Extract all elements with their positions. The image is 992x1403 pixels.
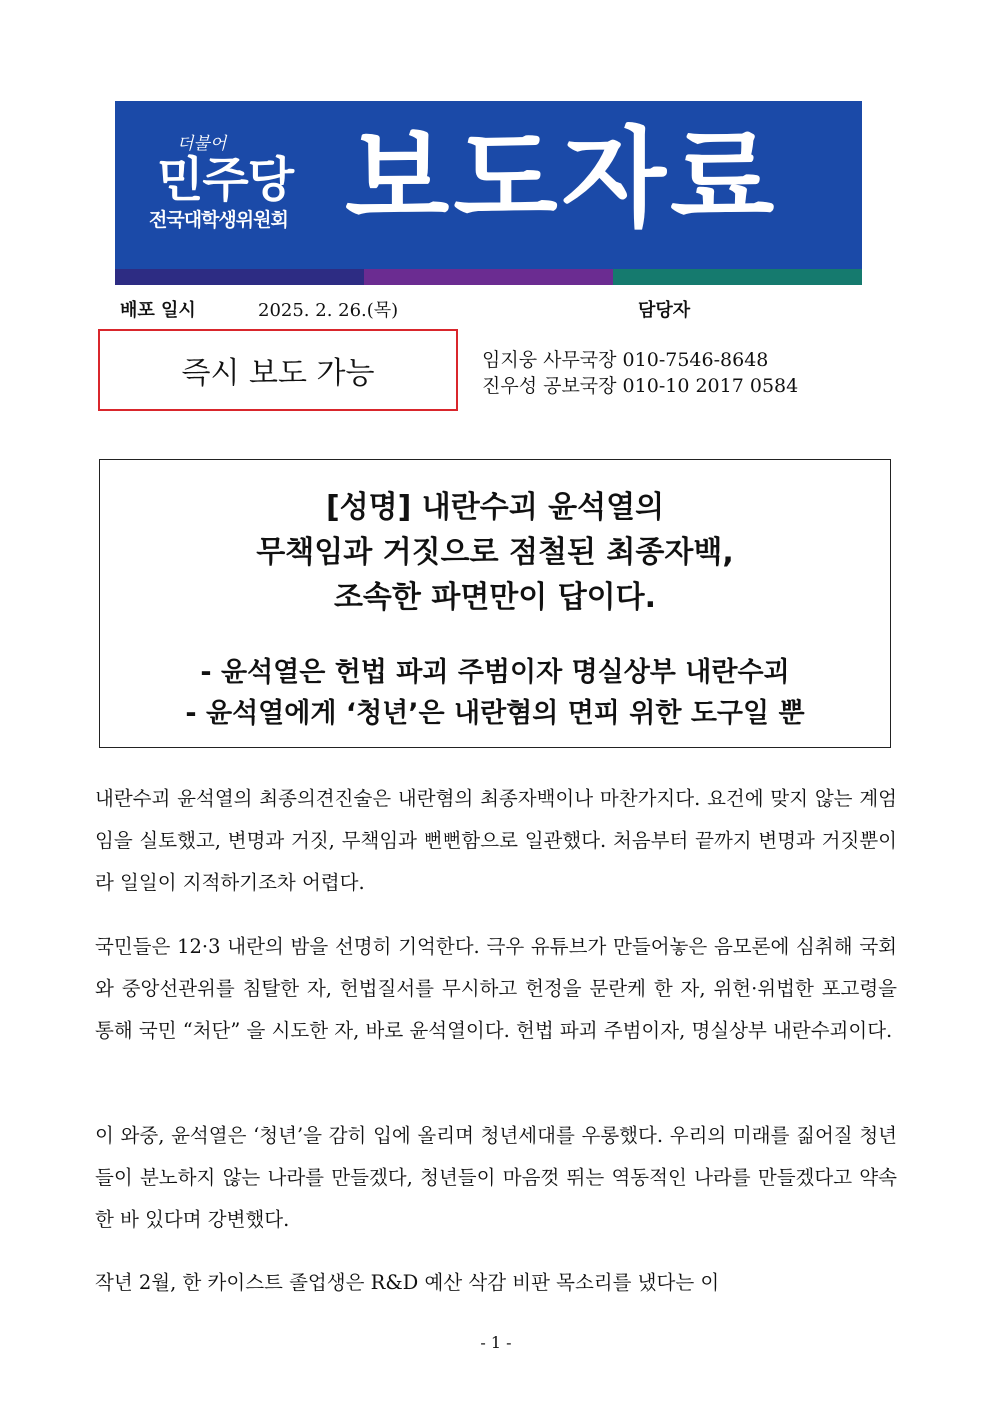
color-stripes: [115, 269, 862, 285]
contact-1: 임지웅 사무국장 010-7546-8648: [482, 349, 769, 371]
headline-line-3: 조속한 파면만이 답이다.: [333, 580, 657, 615]
body-paragraph-2: 국민들은 12·3 내란의 밤을 선명히 기억한다. 극우 유튜브가 만들어놓은 음모론에 심취해 국회와 중앙선관위를 침탈한 자, 헌법질서를 무시하고 헌정을 문란케 한 자, 위헌·위법한 포고령을 통해 국민 “처단” 을 시도한 자, 바로 윤석열이다. 헌법 파괴 주범이자, 명실상부 내란수괴이다.: [95, 935, 897, 1042]
subheadline-2: - 윤석열에게 ‘청년’은 내란혐의 면피 위한 도구일 뿐: [185, 698, 805, 729]
body-paragraph-1: 내란수괴 윤석열의 최종의견진술은 내란혐의 최종자백이나 마찬가지다. 요건에 맞지 않는 계엄임을 실토했고, 변명과 거짓, 무책임과 뻔뻔함으로 일관했다. 처음부터 끝까지 변명과 거짓뿐이라 일일이 지적하기조차 어렵다.: [95, 787, 897, 894]
release-status-box: [98, 329, 458, 411]
banner-title: 보도자료: [345, 117, 779, 242]
stripe-teal: [613, 269, 862, 285]
logo-tagline: 더불어: [177, 134, 227, 154]
stripe-navy: [115, 269, 364, 285]
date-label: 배포 일시: [120, 300, 196, 321]
page-number: - 1 -: [480, 1333, 512, 1352]
date-value: 2025. 2. 26.(목): [258, 300, 399, 321]
stripe-purple: [364, 269, 613, 285]
headline-line-1: [성명] 내란수괴 윤석열의: [325, 490, 665, 525]
press-release-banner: [115, 101, 862, 285]
headline-box: [99, 459, 891, 748]
body-paragraph-3: 이 와중, 윤석열은 ‘청년’을 감히 입에 올리며 청년세대를 우롱했다. 우리의 미래를 짊어질 청년들이 분노하지 않는 나라를 만들겠다, 청년들이 마음껏 뛰는 역동적인 나라를 만들겠다고 약속한 바 있다며 강변했다.: [95, 1124, 897, 1231]
party-logo-text: 민주당: [157, 152, 294, 208]
release-status: 즉시 보도 가능: [181, 356, 375, 391]
headline-line-2: 무책임과 거짓으로 점철된 최종자백,: [256, 535, 734, 570]
committee-name: 전국대학생위원회: [149, 209, 288, 231]
contact-label: 담당자: [638, 300, 691, 321]
subheadline-1: - 윤석열은 헌법 파괴 주범이자 명실상부 내란수괴: [200, 657, 790, 688]
contact-2: 진우성 공보국장 010-10 2017 0584: [482, 375, 799, 397]
body-paragraph-4: 작년 2월, 한 카이스트 졸업생은 R&D 예산 삭감 비판 목소리를 냈다는 이: [95, 1271, 720, 1294]
